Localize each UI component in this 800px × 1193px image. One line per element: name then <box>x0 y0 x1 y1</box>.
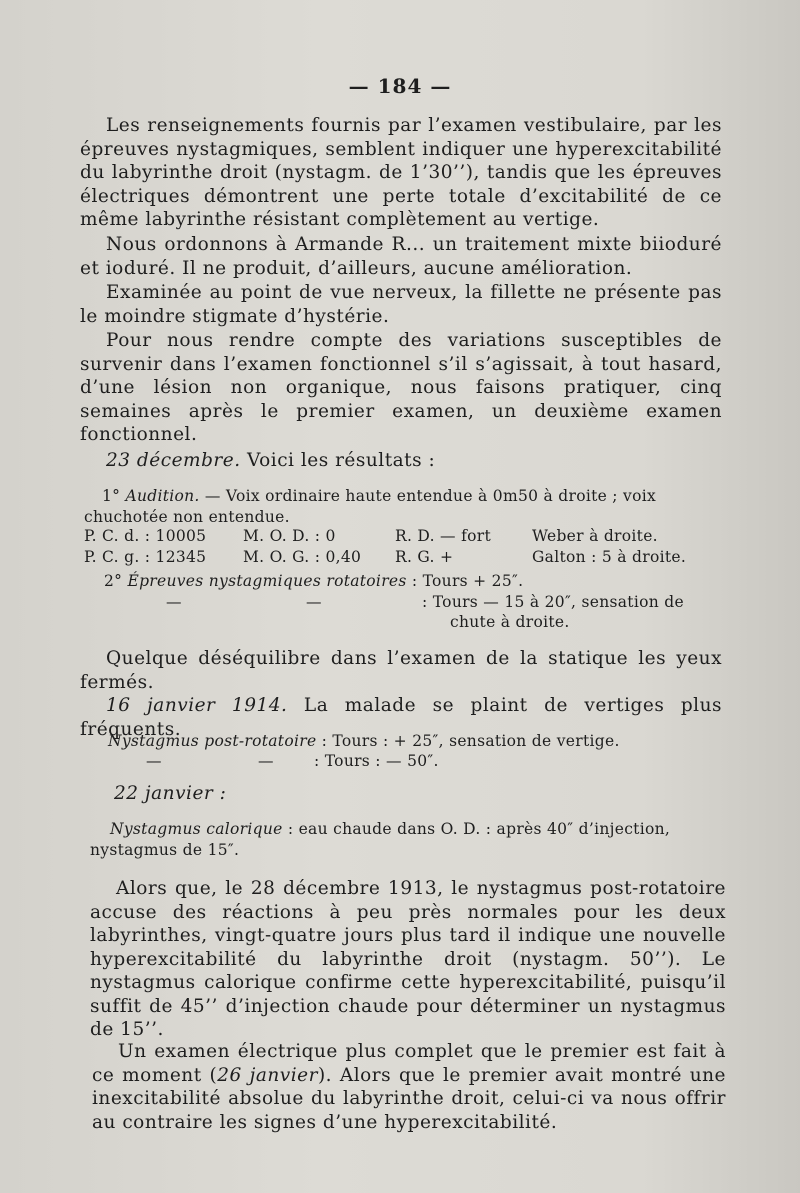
pcd-value: P. C. d. : 10005 <box>84 527 207 545</box>
postrot-dash-1: — <box>146 752 162 770</box>
rd-value: R. D. — fort <box>395 527 491 545</box>
paragraph-1: Les renseignements fournis par l’examen vestibulaire, par les épreuves nystagmiques, semblent indiquer une hyperexcitabilité du labyrinthe droit (nystagm. de 1’30’’), tandis que les épreuves électriques démontrent une perte totale d’excitabilité de ce même labyrinthe résistant complètement au vertige. <box>80 115 722 230</box>
paragraph-2: Nous ordonnons à Armande R... un traitement mixte biioduré et ioduré. Il ne produit, d’ailleurs, aucune amélioration. <box>80 234 722 279</box>
jan16-text: La malade se plaint de vertiges plus fréquents. <box>80 695 722 740</box>
pcg-value: P. C. g. : 12345 <box>84 548 207 566</box>
paragraph-3: Examinée au point de vue nerveux, la fillette ne présente pas le moindre stigmate d’hystérie. <box>80 282 722 327</box>
audition-text: — Voix ordinaire haute entendue à 0m50 à droite ; voix chuchotée non entendue. <box>84 487 657 526</box>
calorique-title: Nystagmus calorique <box>110 820 283 838</box>
postrot-text: : Tours : + 25″, sensation de vertige. <box>316 732 620 750</box>
audition-result <box>84 486 724 527</box>
audition-title: Audition. <box>125 487 200 505</box>
dec23-text: Voici les résultats : <box>240 450 436 471</box>
paragraph-alors: Alors que, le 28 décembre 1913, le nystagmus post-rotatoire accuse des réactions à peu près normales pour les deux labyrinthes, vingt-quatre jours plus tard il indique une nouvelle hyperexcitabilité du labyrinthe droit (nystagm. 50’’). Le nystagmus calorique confirme cette hyperexcitabilité, puisqu’il suffit de 45’’ d’injection chaude pour déterminer un nystagmus de 15’’. <box>90 878 726 1040</box>
calorique-result <box>90 819 722 860</box>
paragraph-23-decembre <box>80 449 722 473</box>
mog-value: M. O. G. : 0,40 <box>243 548 362 566</box>
date-16-janvier: 16 janvier 1914. <box>106 695 288 716</box>
date-22-janvier: 22 janvier : <box>114 783 227 804</box>
final-text-a: Un examen électrique plus complet que le premier est fait à ce moment ( <box>92 1041 726 1086</box>
date-26-janvier: 26 janvier <box>217 1064 318 1086</box>
rotatoire-line-3: chute à droite. <box>450 613 570 631</box>
postrot-line-2: : Tours : — 50″. <box>314 752 439 770</box>
postrot-dash-2: — <box>258 752 274 770</box>
mod-value: M. O. D. : 0 <box>243 527 336 545</box>
audition-number: 1° <box>102 487 121 505</box>
galton-value: Galton : 5 à droite. <box>532 548 687 566</box>
rg-value: R. G. + <box>395 548 454 566</box>
rotatoire-title: Épreuves nystagmiques rotatoires <box>127 572 407 590</box>
paragraph-4: Pour nous rendre compte des variations susceptibles de survenir dans l’examen fonctionnel s’il s’agissait, à tout hasard, d’une lésion non organique, nous faisons pratiquer, cinq semaines après le premier examen, un deuxième examen fonctionnel. <box>80 330 722 445</box>
paragraph-desequilibre: Quelque déséquilibre dans l’examen de la statique les yeux fermés. <box>80 648 722 693</box>
postrot-title: Nystagmus post-rotatoire <box>108 732 317 750</box>
calorique-text: : eau chaude dans O. D. : après 40″ d’injection, nystagmus de 15″. <box>90 820 671 859</box>
date-23-decembre: 23 décembre. <box>106 450 241 471</box>
rotatoire-text: : Tours + 25″. <box>406 572 524 590</box>
paragraph-final <box>92 1040 726 1134</box>
final-text-b: ). Alors que le premier avait montré une inexcitabilité absolue du labyrinthe droit, celui-ci va nous offrir au contraire les signes d’une hyperexcitabilité. <box>92 1064 727 1133</box>
weber-value: Weber à droite. <box>532 527 658 545</box>
postrot-line-1 <box>108 732 620 750</box>
rotatoire-line-1 <box>104 572 523 590</box>
rotatoire-line-2: : Tours — 15 à 20″, sensation de <box>422 593 684 611</box>
page-number: — 184 — <box>348 74 452 98</box>
rotatoire-dash-1: — <box>166 593 182 611</box>
rotatoire-dash-2: — <box>306 593 322 611</box>
rotatoire-number: 2° <box>104 572 123 590</box>
